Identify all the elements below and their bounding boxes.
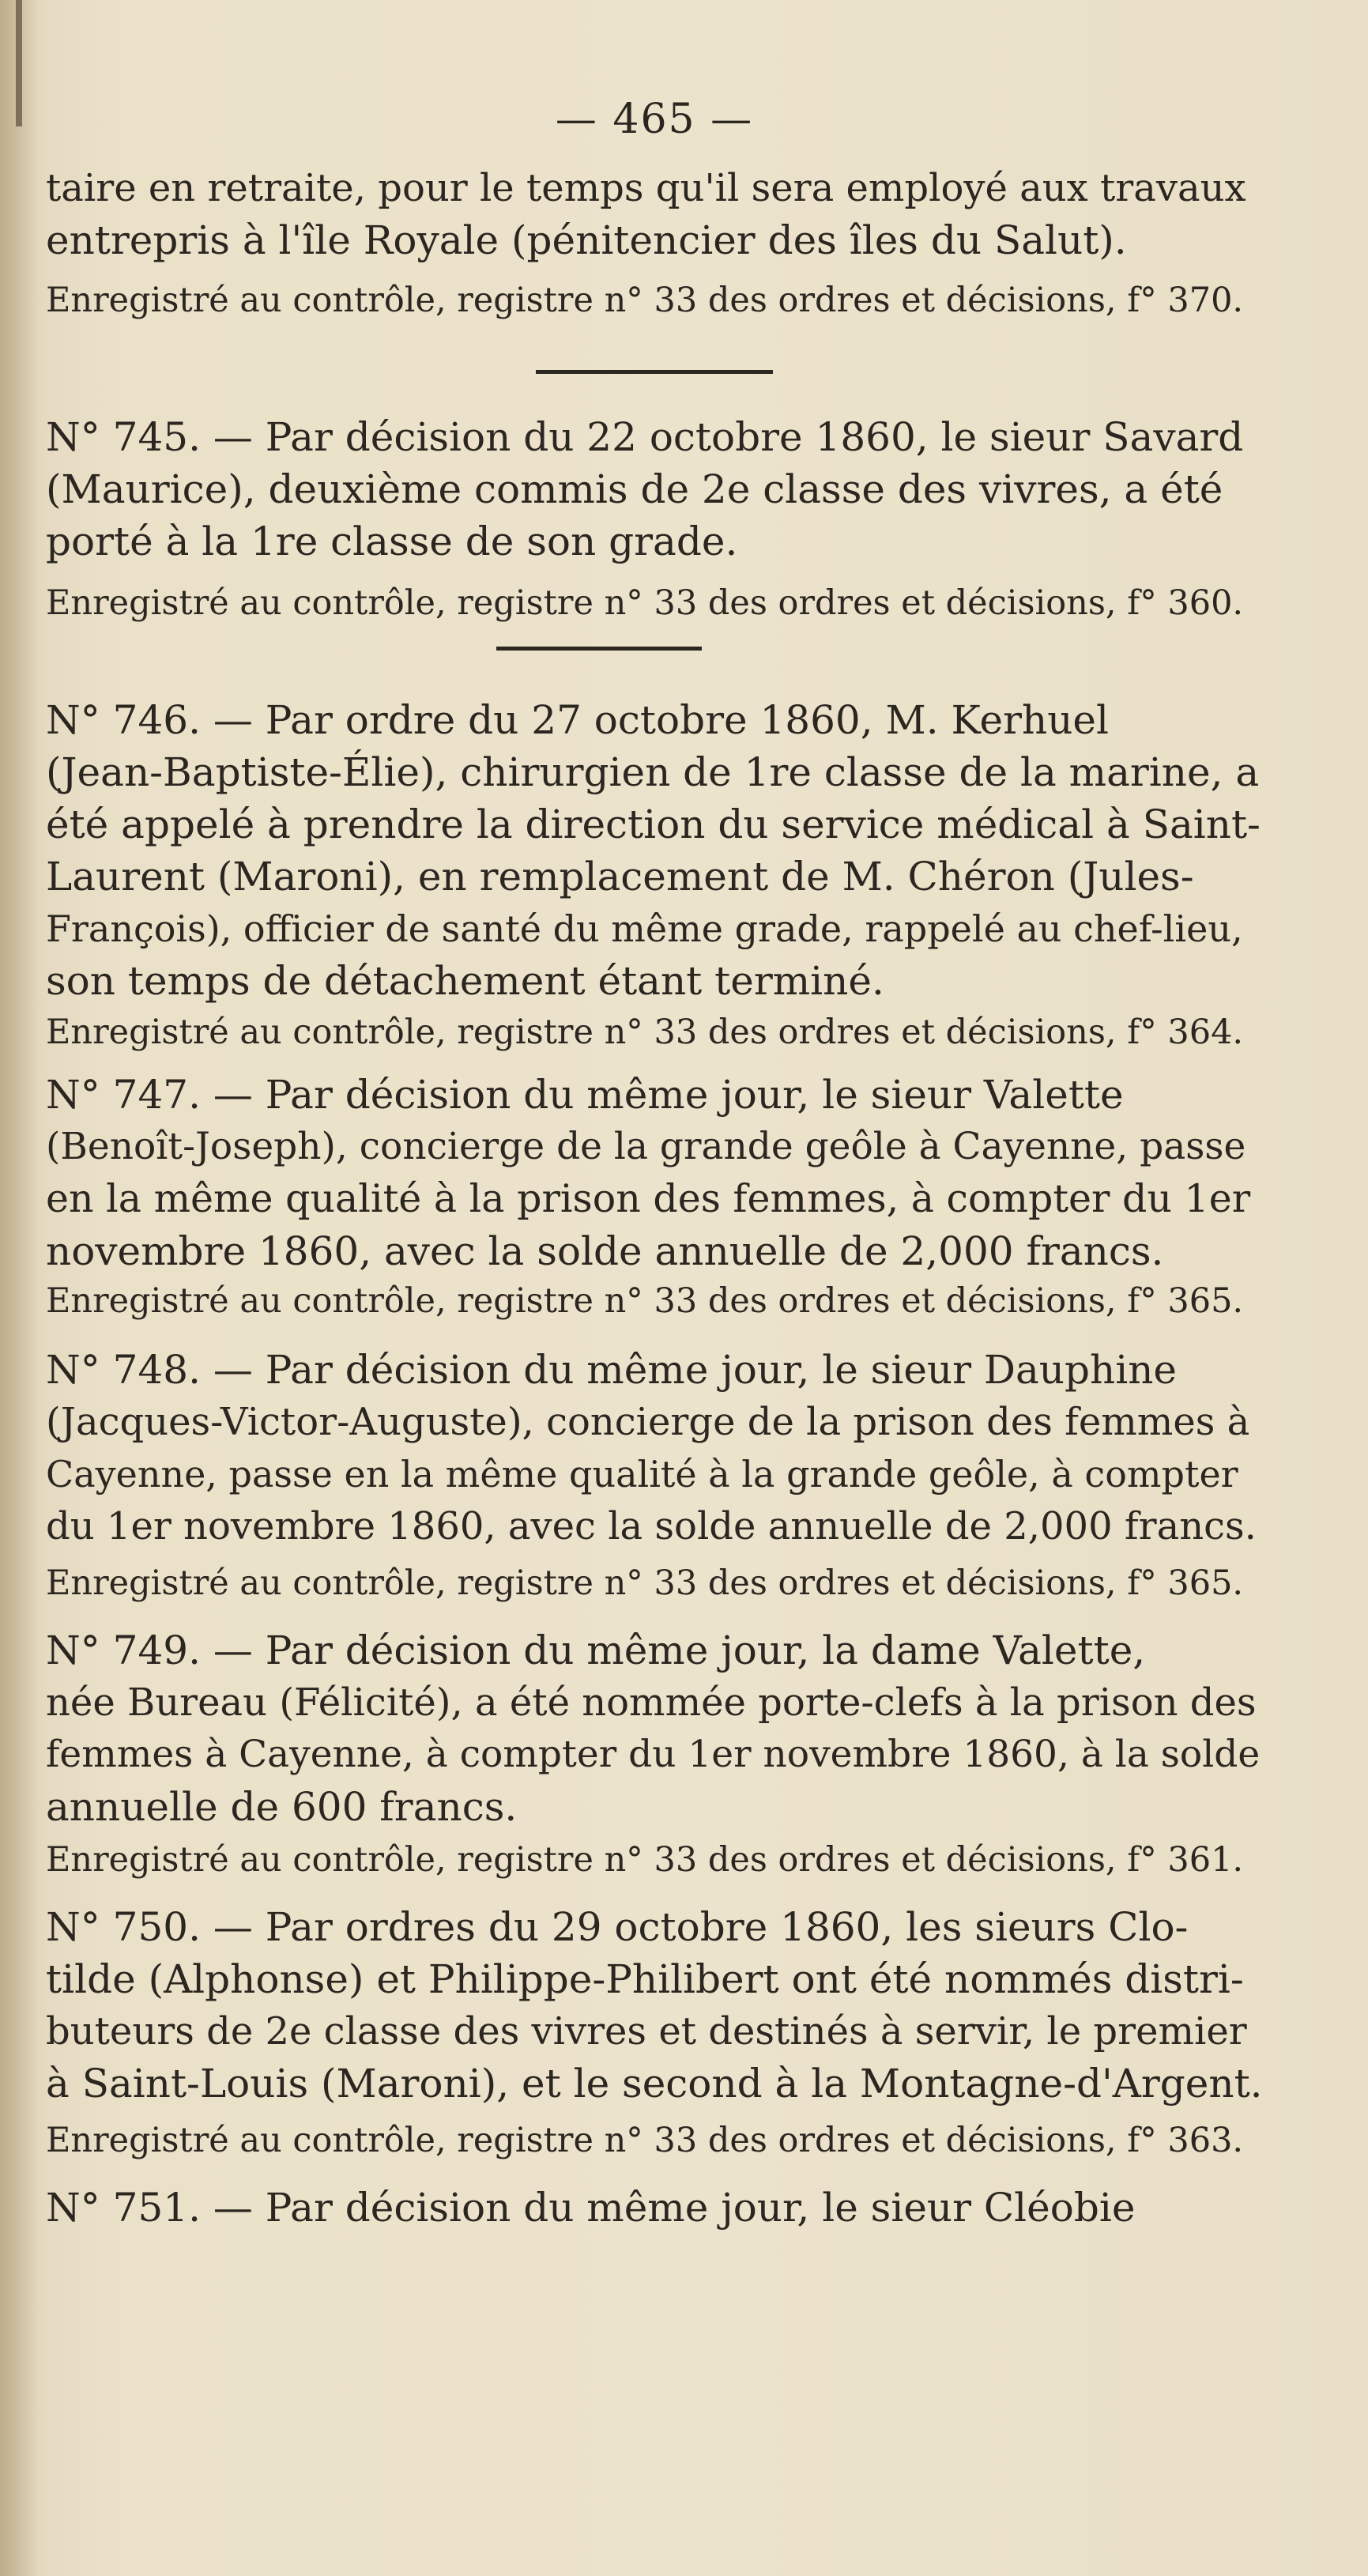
text-line: (Benoît-Joseph), concierge de la grande geôle à Cayenne, passe bbox=[46, 1125, 1246, 1168]
text-line: femmes à Cayenne, à compter du 1er novembre 1860, à la solde bbox=[46, 1733, 1261, 1776]
entry-intro bbox=[46, 162, 1263, 266]
text-line: été appelé à prendre la direction du service médical à Saint- bbox=[46, 801, 1261, 847]
text-line: (Jean-Baptiste-Élie), chirurgien de 1re classe de la marine, a bbox=[46, 749, 1260, 795]
text-line: née Bureau (Félicité), a été nommée porte-clefs à la prison des bbox=[46, 1680, 1257, 1725]
text-line: porté à la 1re classe de son grade. bbox=[46, 519, 738, 564]
binding-mark bbox=[16, 0, 22, 126]
registration-note: Enregistré au contrôle, registre n° 33 des ordres et décisions, f° 365. bbox=[46, 1563, 1244, 1603]
text-line: N° 751. — Par décision du même jour, le sieur Cléobie bbox=[46, 2185, 1136, 2231]
registration-note: Enregistré au contrôle, registre n° 33 des ordres et décisions, f° 370. bbox=[46, 281, 1244, 320]
text-line: annuelle de 600 francs. bbox=[46, 1784, 518, 1830]
text-line: (Maurice), deuxième commis de 2e classe des vivres, a été bbox=[46, 466, 1223, 512]
text-line: taire en retraite, pour le temps qu'il sera employé aux travaux bbox=[46, 166, 1246, 210]
text-line: en la même qualité à la prison des femmes, à compter du 1er bbox=[46, 1176, 1251, 1221]
registration-note: Enregistré au contrôle, registre n° 33 des ordres et décisions, f° 363. bbox=[46, 2121, 1244, 2160]
text-line: du 1er novembre 1860, avec la solde annuelle de 2,000 francs. bbox=[46, 1504, 1257, 1548]
text-line: N° 748. — Par décision du même jour, le sieur Dauphine bbox=[46, 1347, 1178, 1393]
text-line: N° 745. — Par décision du 22 octobre 1860, le sieur Savard bbox=[46, 414, 1244, 460]
text-line: novembre 1860, avec la solde annuelle de 2,000 francs. bbox=[46, 1228, 1164, 1274]
text-line: N° 747. — Par décision du même jour, le sieur Valette bbox=[46, 1072, 1124, 1118]
page-number: — 465 — bbox=[555, 96, 754, 143]
entry-746 bbox=[46, 694, 1263, 1007]
text-line: (Jacques-Victor-Auguste), concierge de la prison des femmes à bbox=[46, 1400, 1250, 1444]
text-line: entrepris à l'île Royale (pénitencier des îles du Salut). bbox=[46, 217, 1127, 263]
text-line: N° 746. — Par ordre du 27 octobre 1860, M. Kerhuel bbox=[46, 697, 1109, 743]
entry-745 bbox=[46, 411, 1263, 568]
text-line: Laurent (Maroni), en remplacement de M. Chéron (Jules- bbox=[46, 854, 1194, 900]
text-line: buteurs de 2e classe des vivres et destinés à servir, le premier bbox=[46, 2009, 1247, 2054]
text-line: N° 749. — Par décision du même jour, la dame Valette, bbox=[46, 1627, 1146, 1673]
text-line: François), officier de santé du même grade, rappelé au chef-lieu, bbox=[46, 907, 1243, 950]
entry-751 bbox=[46, 2182, 1263, 2234]
registration-note: Enregistré au contrôle, registre n° 33 des ordres et décisions, f° 360. bbox=[46, 583, 1244, 623]
text-line: à Saint-Louis (Maroni), et le second à la Montagne-d'Argent. bbox=[46, 2061, 1263, 2106]
registration-note: Enregistré au contrôle, registre n° 33 des ordres et décisions, f° 364. bbox=[46, 1013, 1244, 1052]
registration-note: Enregistré au contrôle, registre n° 33 des ordres et décisions, f° 365. bbox=[46, 1281, 1244, 1321]
text-line: Cayenne, passe en la même qualité à la grande geôle, à compter bbox=[46, 1453, 1238, 1495]
binding-shadow bbox=[0, 0, 38, 2576]
text-line: N° 750. — Par ordres du 29 octobre 1860, les sieurs Clo- bbox=[46, 1904, 1189, 1950]
separator-rule bbox=[496, 647, 702, 651]
entry-747 bbox=[46, 1069, 1263, 1277]
registration-note: Enregistré au contrôle, registre n° 33 des ordres et décisions, f° 361. bbox=[46, 1840, 1244, 1880]
separator-rule bbox=[536, 370, 773, 374]
entry-750 bbox=[46, 1901, 1263, 2110]
text-line: son temps de détachement étant terminé. bbox=[46, 958, 884, 1004]
text-line: tilde (Alphonse) et Philippe-Philibert ont été nommés distri- bbox=[46, 1956, 1244, 2002]
entry-749 bbox=[46, 1624, 1263, 1833]
entry-748 bbox=[46, 1344, 1263, 1552]
